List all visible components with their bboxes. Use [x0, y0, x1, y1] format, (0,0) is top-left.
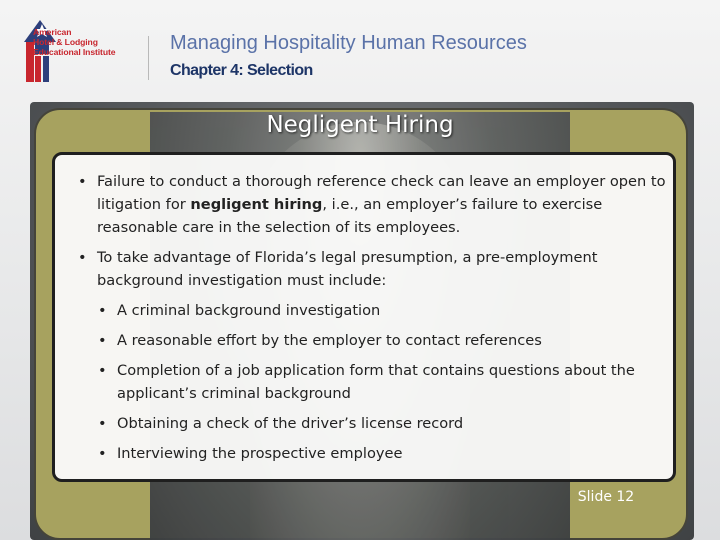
bullet-emphasis: negligent hiring [190, 196, 323, 213]
logo-line-2: Hotel & Lodging [33, 37, 98, 47]
sub-bullet-item: • Interviewing the prospective employee [98, 442, 678, 465]
sub-bullet-item: • Completion of a job application form that contains questions about the applicant’s criminal background [98, 359, 678, 405]
sub-bullet-item: • A reasonable effort by the employer to contact references [98, 329, 678, 352]
bullet-text-continued: , i.e., an employer’s failure to exercise reasonable care in the selection of its employees. [97, 196, 603, 236]
course-title: Managing Hospitality Human Resources [170, 32, 527, 54]
bullet-list [78, 170, 678, 472]
bullet-item [78, 170, 678, 239]
logo-line-1: American [33, 27, 72, 37]
slide-number: Slide 12 [577, 489, 635, 505]
slide-header [0, 0, 720, 100]
slide-title: Negligent Hiring [266, 112, 454, 138]
header-divider [148, 36, 149, 80]
logo-wordmark [33, 27, 133, 57]
sub-bullet-item: • Obtaining a check of the driver’s license record [98, 412, 678, 435]
chapter-title: Chapter 4: Selection [170, 62, 313, 79]
logo-line-3: Educational Institute [33, 47, 116, 57]
bullet-item: • To take advantage of Florida’s legal presumption, a pre-employment background investigation must include: [78, 246, 678, 292]
sub-bullet-item: • A criminal background investigation [98, 299, 678, 322]
bullet-text: Failure to conduct a thorough reference check can leave an employer open to litigation for [97, 173, 666, 213]
